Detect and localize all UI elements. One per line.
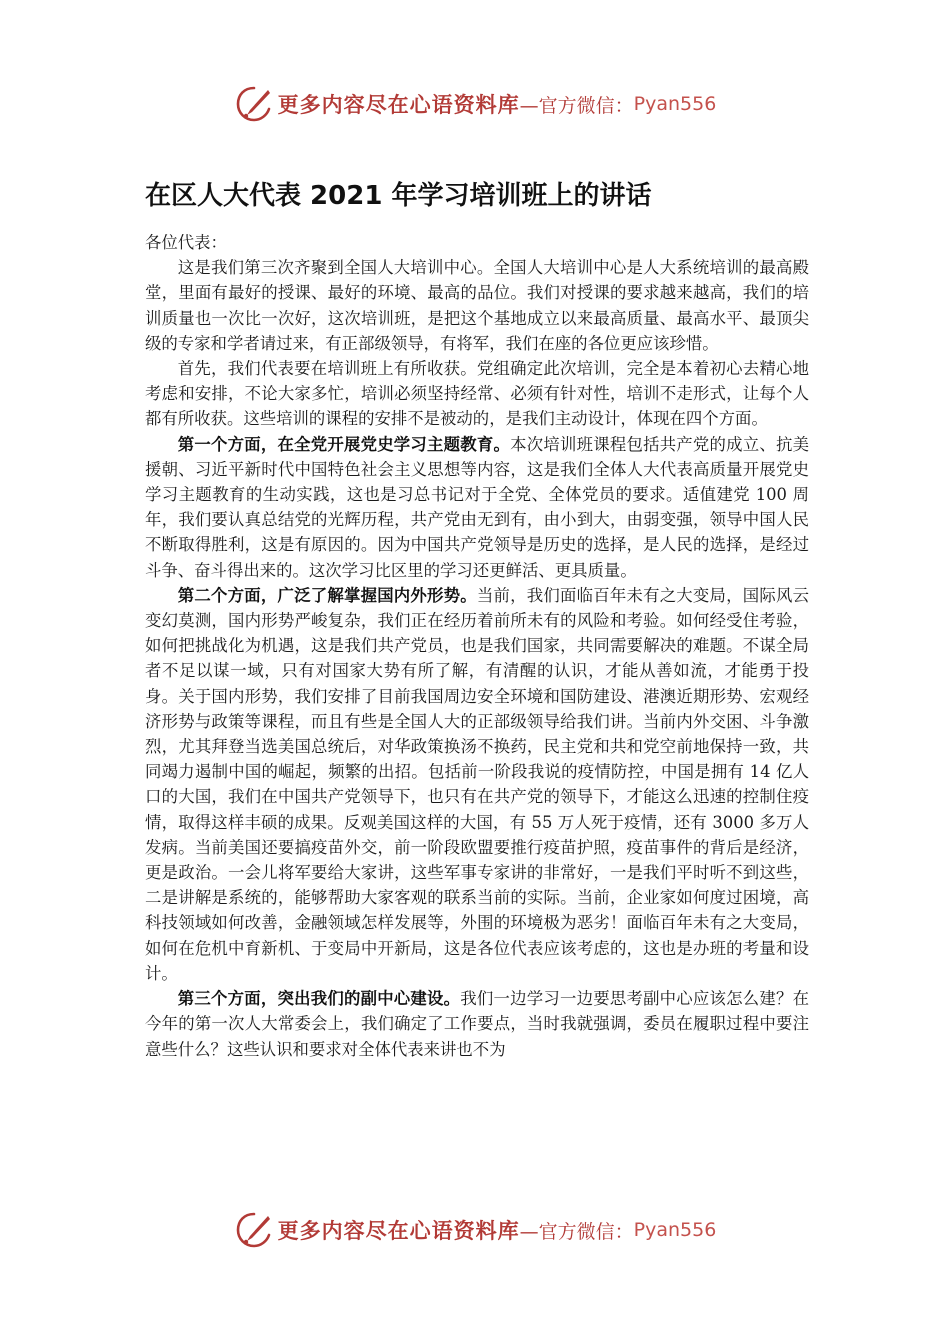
banner-wechat-id: Pyan556 [633, 1219, 717, 1241]
paragraph-2 [145, 356, 809, 432]
paragraph-lead: 第二个方面，广泛了解掌握国内外形势。 [177, 585, 477, 605]
banner-wechat-id: Pyan556 [633, 93, 717, 115]
header-banner [0, 84, 950, 124]
paragraph-text: 本次培训班课程包括共产党的成立、抗美援朝、习近平新时代中国特色社会主义思想等内容，这是我们全体人大代表高质量开展党史学习主题教育的生动实践，这也是习总书记对于全党、全体党员的要求。适值建党 100 周年，我们要认真总结党的光辉历程，共产党由无到有，由小到大，由弱变强，领导中国人民不断取得胜利，这是有原因的。因为中国共产党领导是历史的选择，是人民的选择，是经过斗争、奋斗得出来的。这次学习比区里的学习还更鲜活、更具质量。 [145, 434, 809, 580]
paragraph-lead: 第三个方面，突出我们的副中心建设。 [177, 989, 461, 1009]
paragraph-4 [145, 583, 809, 986]
document-title: 在区人大代表 2021 年学习培训班上的讲话 [145, 181, 652, 211]
paragraph-text: 首先，我们代表要在培训班上有所收获。党组确定此次培训，完全是本着初心去精心地考虑和安排，不论大家多忙，培训必须坚持经常、必须有针对性，培训不走形式，让每个人都有所收获。这些培训的课程的安排不是被动的，是我们主动设计，体现在四个方面。 [145, 359, 809, 429]
paragraph-text: 当前，我们面临百年未有之大变局，国际风云变幻莫测，国内形势严峻复杂，我们正在经历着前所未有的风险和考验。如何经受住考验，如何把挑战化为机遇，这是我们共产党员，也是我们国家，共同需要解决的难题。不谋全局者不足以谋一域，只有对国家大势有所了解，有清醒的认识，才能从善如流，才能勇于投身。关于国内形势，我们安排了目前我国周边安全环境和国防建设、港澳近期形势、宏观经济形势与政策等课程，而且有些是全国人大的正部级领导给我们讲。当前内外交困、斗争激烈，尤其拜登当选美国总统后，对华政策换汤不换药，民主党和共和党空前地保持一致，共同竭力遏制中国的崛起，频繁的出招。包括前一阶段我说的疫情防控，中国是拥有 14 亿人口的大国，我们在中国共产党领导下，也只有在共产党的领导下，才能这么迅速的控制住疫情，取得这样丰硕的成果。反观美国这样的大国，有 55 万人死于疫情，还有 3000 多万人发病。当前美国还要搞疫苗外交，前一阶段欧盟要推行疫苗护照，疫苗事件的背后是经济，更是政治。一会儿将军要给大家讲，这些军事专家讲的非常好，一是我们平时听不到这些，二是讲解是系统的，能够帮助大家客观的联系当前的实际。当前，企业家如何度过困境，高科技领域如何改善，金融领域怎样发展等，外围的环境极为恶劣！面临百年未有之大变局，如何在危机中育新机、于变局中开新局，这是各位代表应该考虑的，这也是办班的考量和设计。 [145, 585, 809, 983]
paragraph-lead: 第一个方面，在全党开展党史学习主题教育。 [177, 434, 511, 454]
banner-text: 更多内容尽在心语资料库 [277, 92, 520, 117]
paragraph-text: 我们一边学习一边要思考副中心应该怎么建？在今年的第一次人大常委会上，我们确定了工作要点，当时我就强调，委员在履职过程中要注意些什么？这些认识和要求对全体代表来讲也不为 [145, 989, 809, 1059]
brush-pen-logo-icon [234, 84, 274, 124]
document-body [145, 230, 809, 1190]
paragraph-3 [145, 432, 809, 583]
salutation: 各位代表： [145, 233, 227, 252]
paragraph-1 [145, 255, 809, 356]
banner-wechat-label: —官方微信： [519, 94, 634, 117]
brush-pen-logo-icon [234, 1210, 274, 1250]
paragraph-text: 这是我们第三次齐聚到全国人大培训中心。全国人大培训中心是人大系统培训的最高殿堂，里面有最好的授课、最好的环境、最高的品位。我们对授课的要求越来越高，我们的培训质量也一次比一次好，这次培训班，是把这个基地成立以来最高质量、最高水平、最顶尖级的专家和学者请过来，有正部级领导，有将军，我们在座的各位更应该珍惜。 [145, 258, 809, 353]
banner-text: 更多内容尽在心语资料库 [277, 1218, 520, 1243]
banner-wechat-label: —官方微信： [519, 1220, 634, 1243]
footer-banner [0, 1210, 950, 1250]
paragraph-5 [145, 986, 809, 1062]
